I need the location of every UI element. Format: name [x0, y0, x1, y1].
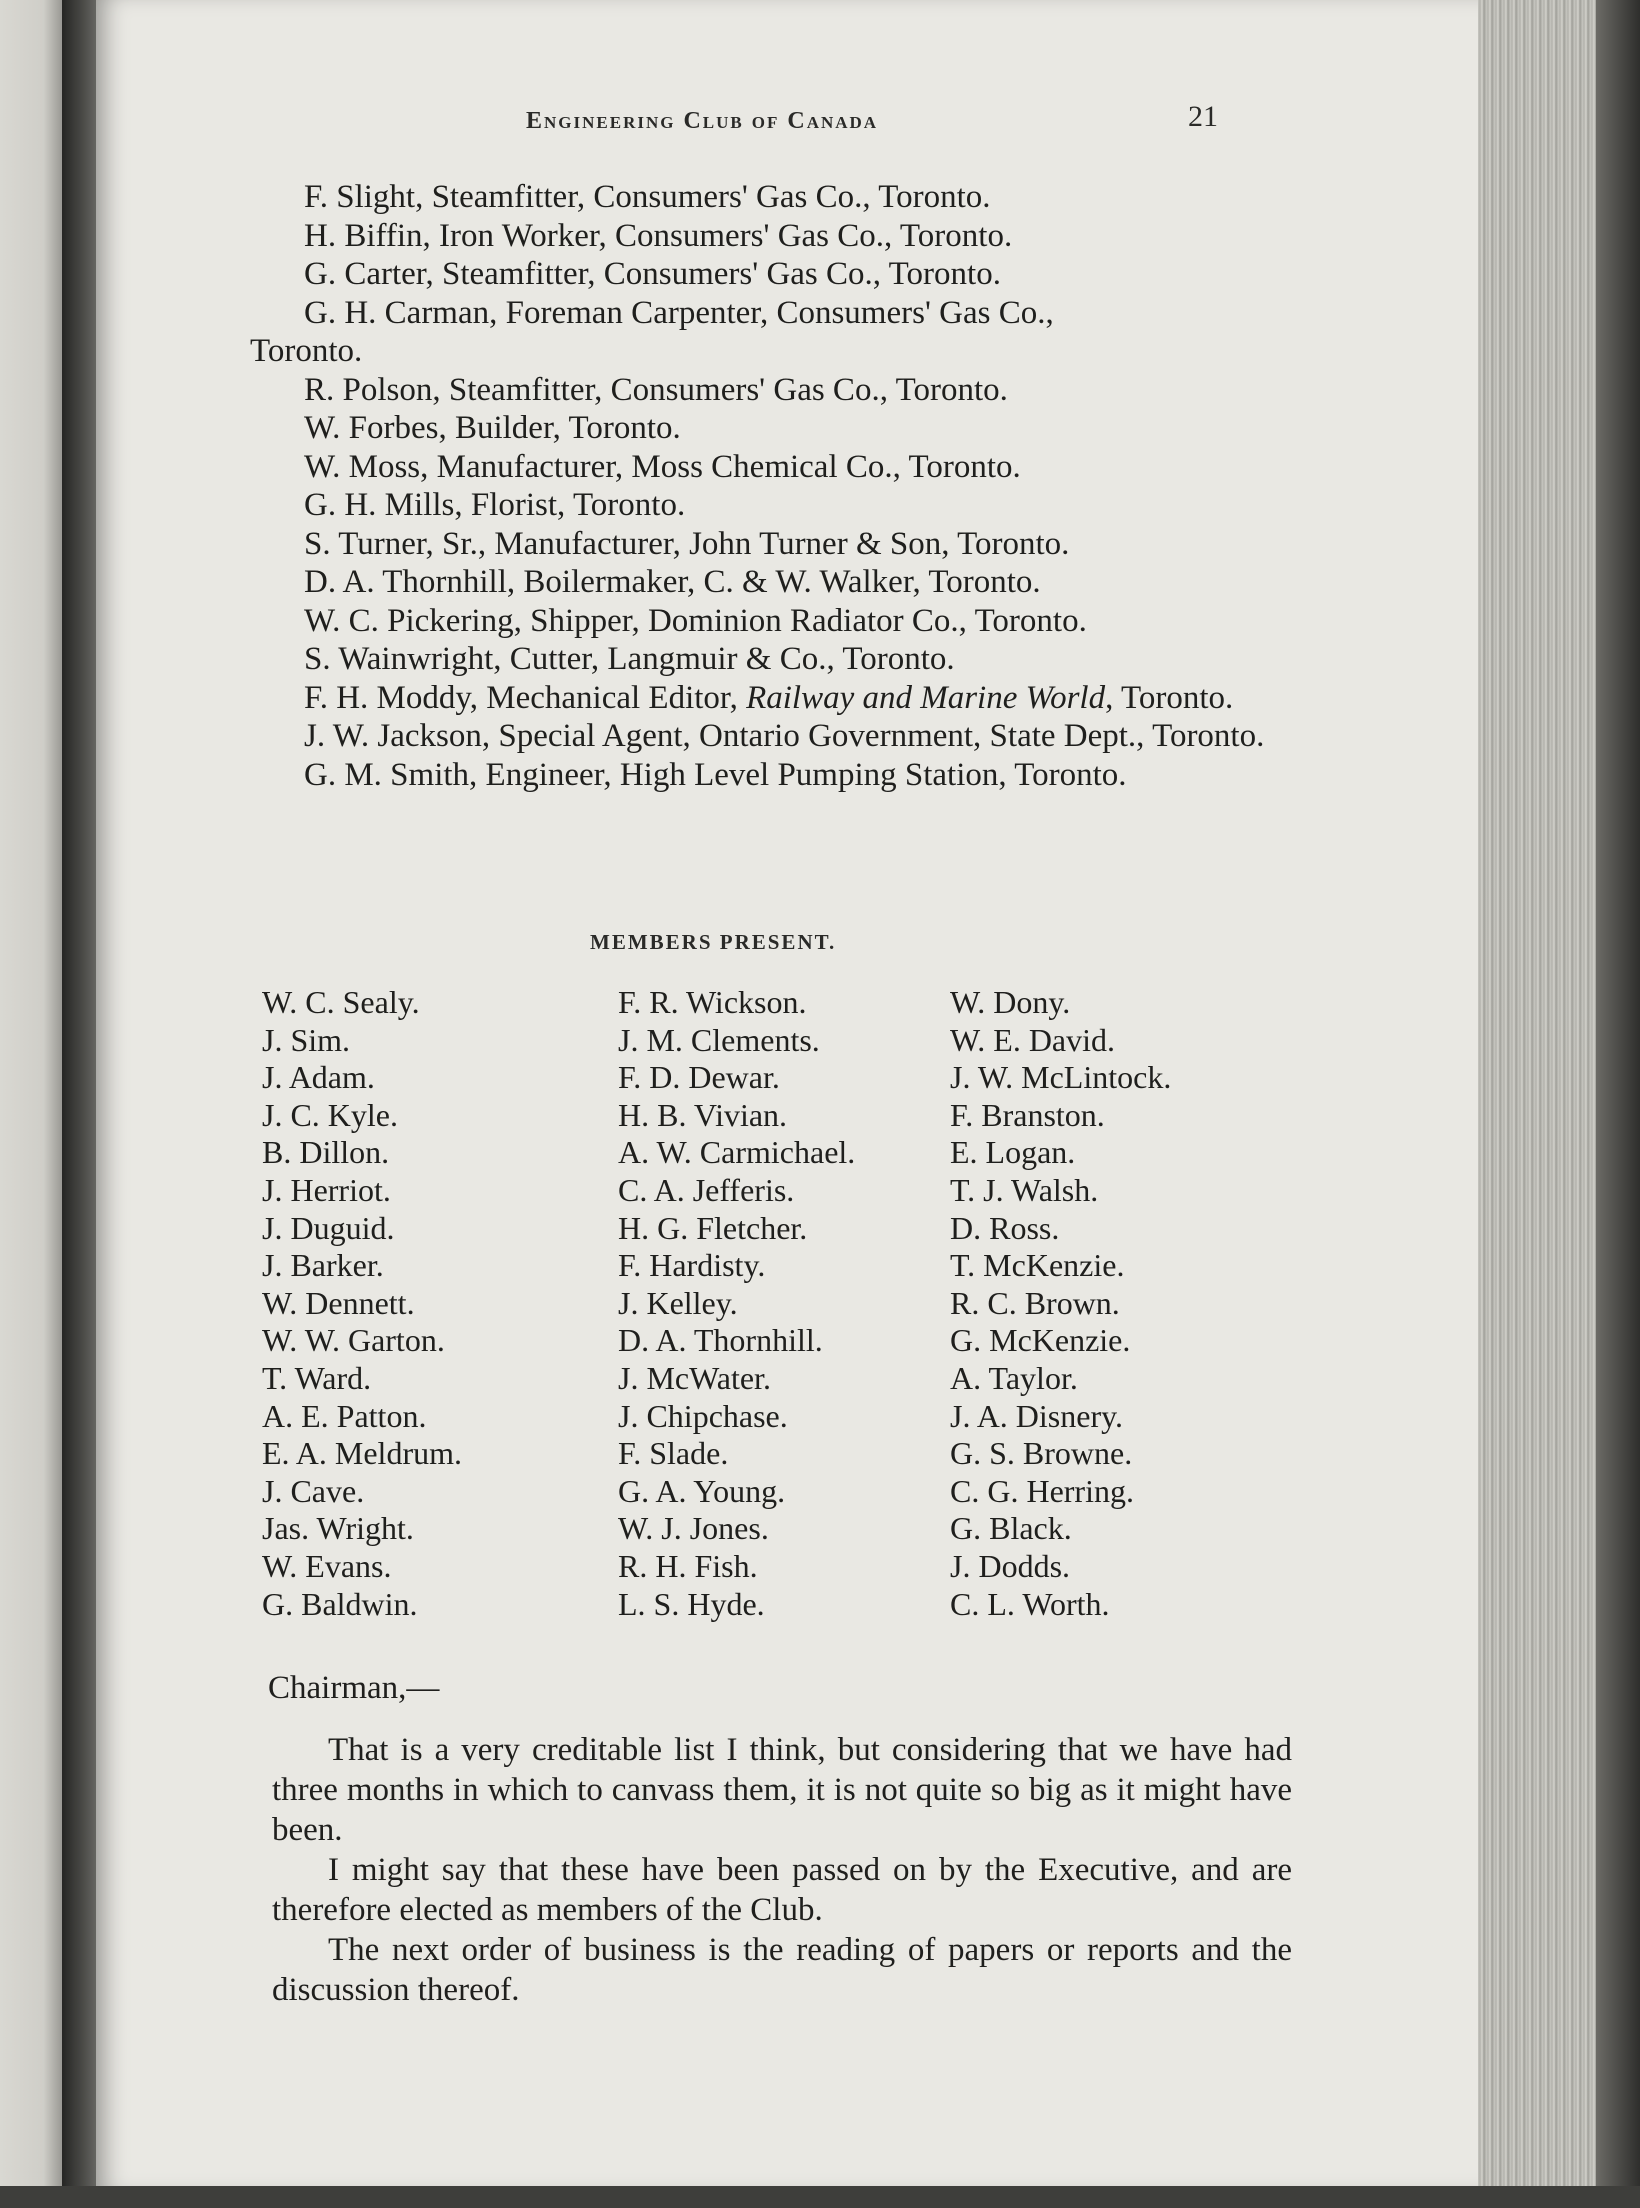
- member-name: J. M. Clements.: [618, 1021, 820, 1058]
- member-name: G. S. Browne.: [950, 1435, 1133, 1472]
- member-name: R. H. Fish.: [618, 1547, 758, 1584]
- member-name: Jas. Wright.: [262, 1510, 414, 1547]
- member-name: L. S. Hyde.: [618, 1585, 765, 1622]
- member-name: R. C. Brown.: [950, 1284, 1120, 1321]
- member-name: W. W. Garton.: [262, 1322, 445, 1359]
- new-member-entry: W. Moss, Manufacturer, Moss Chemical Co., Toronto.: [304, 448, 1021, 485]
- member-name: W. J. Jones.: [618, 1510, 769, 1547]
- member-name: F. Branston.: [950, 1096, 1105, 1133]
- new-member-entry: [250, 679, 1270, 718]
- member-name: W. E. David.: [950, 1021, 1116, 1058]
- member-name: J. A. Disnery.: [950, 1397, 1124, 1434]
- member-name: T. J. Walsh.: [950, 1171, 1099, 1208]
- member-name: W. Evans.: [262, 1547, 392, 1584]
- member-name: J. Duguid.: [262, 1209, 395, 1246]
- member-name: E. A. Meldrum.: [262, 1435, 462, 1472]
- members-column-3: [950, 984, 1171, 1623]
- member-name: H. B. Vivian.: [618, 1096, 788, 1133]
- members-column-2: [618, 984, 855, 1623]
- member-name: A. W. Carmichael.: [618, 1134, 856, 1171]
- member-name: W. C. Sealy.: [262, 984, 420, 1020]
- member-name: J. W. McLintock.: [950, 1059, 1172, 1096]
- member-name: J. Sim.: [262, 1021, 351, 1058]
- paragraph: The next order of business is the reading of papers or reports and the discussion thereof.: [272, 1932, 1292, 2008]
- entry-text: , Toronto.: [1105, 679, 1234, 716]
- member-name: J. Barker.: [262, 1247, 384, 1284]
- member-name: J. Cave.: [262, 1472, 365, 1509]
- member-name: F. D. Dewar.: [618, 1059, 780, 1096]
- member-name: D. A. Thornhill.: [618, 1322, 823, 1359]
- member-name: G. Black.: [950, 1510, 1072, 1547]
- new-member-entry: W. C. Pickering, Shipper, Dominion Radiator Co., Toronto.: [304, 602, 1087, 639]
- new-members-list: [250, 178, 1270, 794]
- new-member-entry: H. Biffin, Iron Worker, Consumers' Gas Co., Toronto.: [304, 217, 1013, 254]
- member-name: J. Adam.: [262, 1059, 375, 1096]
- running-head: Engineering Club of Canada: [526, 108, 879, 134]
- entry-text: F. H. Moddy, Mechanical Editor,: [304, 679, 747, 716]
- book-cover-edge: [1596, 0, 1640, 2208]
- member-name: J. Chipchase.: [618, 1397, 788, 1434]
- member-name: J. Herriot.: [262, 1171, 391, 1208]
- members-present-heading: MEMBERS PRESENT.: [590, 930, 837, 954]
- member-name: W. Dennett.: [262, 1284, 415, 1321]
- previous-page-edge: [0, 0, 62, 2208]
- member-name: C. A. Jefferis.: [618, 1171, 795, 1208]
- member-name: T. Ward.: [262, 1359, 372, 1396]
- member-name: C. L. Worth.: [950, 1585, 1110, 1622]
- scan-bottom-border: [0, 2186, 1640, 2208]
- new-member-entry: S. Wainwright, Cutter, Langmuir & Co., Toronto.: [304, 641, 955, 677]
- publication-title: Railway and Marine World: [746, 679, 1106, 716]
- new-member-entry: F. Slight, Steamfitter, Consumers' Gas Co., Toronto.: [304, 179, 991, 215]
- member-name: W. Dony.: [950, 984, 1071, 1020]
- new-member-entry: [250, 294, 1270, 371]
- member-name: T. McKenzie.: [950, 1247, 1125, 1284]
- new-member-entry: G. M. Smith, Engineer, High Level Pumping Station, Toronto.: [304, 756, 1127, 793]
- member-name: G. McKenzie.: [950, 1322, 1131, 1359]
- new-member-entry: G. Carter, Steamfitter, Consumers' Gas Co., Toronto.: [304, 256, 1001, 292]
- member-name: B. Dillon.: [262, 1134, 390, 1171]
- member-name: J. McWater.: [618, 1359, 771, 1396]
- member-name: E. Logan.: [950, 1134, 1076, 1171]
- new-member-entry: S. Turner, Sr., Manufacturer, John Turner & Son, Toronto.: [304, 525, 1070, 562]
- member-name: J. Dodds.: [950, 1547, 1071, 1584]
- member-name: A. E. Patton.: [262, 1397, 427, 1434]
- members-column-1: [262, 984, 462, 1623]
- member-name: F. Hardisty.: [618, 1247, 766, 1284]
- member-name: J. C. Kyle.: [262, 1096, 398, 1133]
- member-name: J. Kelley.: [618, 1284, 738, 1321]
- new-member-entry: D. A. Thornhill, Boilermaker, C. & W. Walker, Toronto.: [304, 564, 1041, 600]
- speaker-label: Chairman,—: [268, 1670, 440, 1706]
- new-member-entry: J. W. Jackson, Special Agent, Ontario Government, State Dept., Toronto.: [304, 718, 1265, 754]
- member-name: C. G. Herring.: [950, 1472, 1134, 1509]
- closing-remarks: [272, 1730, 1292, 2010]
- entry-text: G. H. Carman, Foreman Carpenter, Consumers' Gas Co.,: [304, 294, 1054, 331]
- new-member-entry: R. Polson, Steamfitter, Consumers' Gas Co., Toronto.: [304, 371, 1008, 408]
- new-member-entry: W. Forbes, Builder, Toronto.: [304, 410, 681, 446]
- member-name: F. Slade.: [618, 1435, 729, 1472]
- member-name: G. A. Young.: [618, 1472, 786, 1509]
- member-name: D. Ross.: [950, 1209, 1060, 1246]
- page-number: 21: [1188, 100, 1218, 133]
- paragraph: I might say that these have been passed on by the Executive, and are therefore elected as members of the Club.: [272, 1852, 1292, 1928]
- member-name: A. Taylor.: [950, 1359, 1078, 1396]
- member-name: F. R. Wickson.: [618, 984, 807, 1020]
- member-name: H. G. Fletcher.: [618, 1209, 808, 1246]
- entry-continuation: Toronto.: [250, 333, 363, 369]
- member-name: G. Baldwin.: [262, 1585, 418, 1622]
- paragraph: That is a very creditable list I think, but considering that we have had three months in which to canvass them, it is not quite so big as it might have been.: [272, 1732, 1292, 1848]
- new-member-entry: G. H. Mills, Florist, Toronto.: [304, 487, 686, 523]
